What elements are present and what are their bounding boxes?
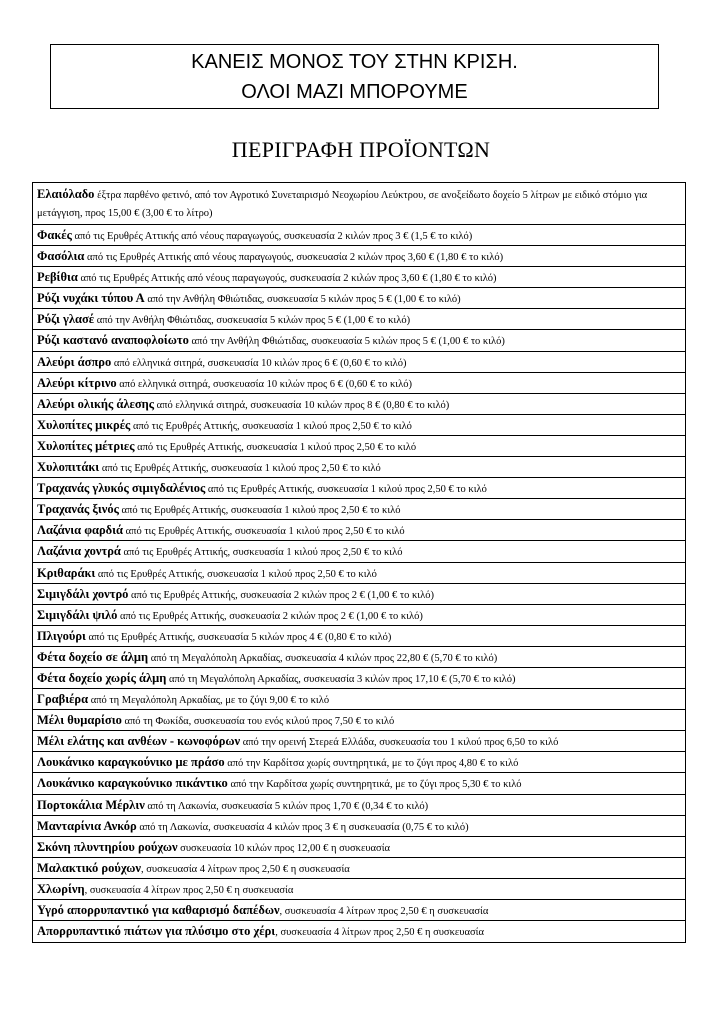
- product-name: Μανταρίνια Ανκόρ: [37, 818, 137, 833]
- product-row: [33, 183, 685, 225]
- product-description: , συσκευασία 4 λίτρων προς 2,50 € η συσκευασία: [141, 863, 350, 875]
- product-name: Ελαιόλαδο: [37, 187, 95, 201]
- product-row: [33, 731, 685, 752]
- product-row: [33, 288, 685, 309]
- product-description: από τις Ερυθρές Αττικής, συσκευασία 1 κιλού προς 2,50 € το κιλό: [120, 547, 403, 559]
- product-description: από τις Ερυθρές Αττικής, συσκευασία 1 κιλού προς 2,50 € το κιλό: [205, 484, 487, 496]
- product-name: Αλεύρι κίτρινο: [37, 375, 117, 390]
- product-row: [33, 563, 685, 584]
- product-name: Σκόνη πλυντηρίου ρούχων: [37, 839, 178, 854]
- product-name: Αλεύρι άσπρο: [37, 354, 112, 369]
- product-row: [33, 436, 685, 457]
- product-name: Χυλοπίτες μικρές: [37, 417, 131, 432]
- product-name: Τραχανάς γλυκός σιμιγδαλένιος: [37, 481, 206, 496]
- product-name: Μέλι θυμαρίσιο: [37, 713, 122, 728]
- product-description: από τις Ερυθρές Αττικής, συσκευασία 2 κιλών προς 2 € (1,00 € το κιλό): [128, 589, 434, 601]
- product-row: [33, 267, 685, 288]
- product-description: από ελληνικά σιτηρά, συσκευασία 10 κιλών προς 6 € (0,60 € το κιλό): [116, 378, 412, 390]
- product-row: [33, 457, 685, 478]
- header-line-2: ΟΛΟΙ ΜΑΖΙ ΜΠΟΡΟΥΜΕ: [241, 81, 468, 103]
- page-title: ΠΕΡΙΓΡΑΦΗ ΠΡΟΪΟΝΤΩΝ: [231, 137, 491, 162]
- product-row: [33, 584, 685, 605]
- product-description: από τις Ερυθρές Αττικής, συσκευασία 1 κιλού προς 2,50 € το κιλό: [118, 505, 401, 517]
- product-name: Ρύζι νυχάκι τύπου Α: [37, 291, 145, 306]
- product-description: από ελληνικά σιτηρά, συσκευασία 10 κιλών προς 8 € (0,80 € το κιλό): [154, 399, 450, 411]
- product-name: Τραχανάς ξινός: [37, 502, 119, 517]
- product-name: Λουκάνικο καραγκούνικο με πράσο: [37, 755, 225, 770]
- product-description: από τις Ερυθρές Αττικής, συσκευασία 1 κιλού προς 2,50 € το κιλό: [99, 463, 381, 475]
- product-name: Λουκάνικο καραγκούνικο πικάντικο: [37, 776, 228, 791]
- product-name: Φακές: [37, 228, 72, 242]
- product-description: από τις Ερυθρές Αττικής από νέους παραγωγούς, συσκευασία 2 κιλών προς 3,60 € (1,80 € το κιλό): [84, 252, 504, 264]
- product-description: από τη Μεγαλόπολη Αρκαδίας, με το ζύγι 9,00 € το κιλό: [88, 695, 330, 707]
- product-description: από την Ανθήλη Φθιώτιδας, συσκευασία 5 κιλών προς 5 € (1,00 € το κιλό): [94, 315, 411, 327]
- product-name: Λαζάνια φαρδιά: [37, 523, 124, 538]
- product-row: [33, 225, 685, 246]
- product-name: Φασόλια: [37, 249, 85, 264]
- product-description: από ελληνικά σιτηρά, συσκευασία 10 κιλών προς 6 € (0,60 € το κιλό): [111, 357, 407, 369]
- product-name: Απορρυπαντικό πιάτων για πλύσιμο στο χέρι: [37, 924, 276, 939]
- product-row: [33, 752, 685, 773]
- product-row: [33, 478, 685, 499]
- product-name: Μέλι ελάτης και ανθέων - κωνοφόρων: [37, 734, 241, 749]
- product-name: Ρύζι γλασέ: [37, 312, 95, 327]
- product-description: από τις Ερυθρές Αττικής, συσκευασία 1 κιλού προς 2,50 € το κιλό: [134, 441, 417, 453]
- product-description: από τις Ερυθρές Αττικής, συσκευασία 1 κιλού προς 2,50 € το κιλό: [123, 526, 405, 538]
- product-name: Χυλοπιτάκι: [37, 460, 100, 475]
- product-row: [33, 773, 685, 794]
- product-name: Μαλακτικό ρούχων: [37, 860, 141, 875]
- product-row: [33, 858, 685, 879]
- product-row: [33, 647, 685, 668]
- product-description: από την ορεινή Στερεά Ελλάδα, συσκευασία του 1 κιλού προς 6,50 το κιλό: [240, 737, 559, 749]
- product-row: [33, 626, 685, 647]
- product-row: [33, 394, 685, 415]
- product-name: Γραβιέρα: [37, 692, 89, 707]
- product-row: [33, 689, 685, 710]
- product-name: Χυλοπίτες μέτριες: [37, 438, 135, 453]
- product-row: [33, 373, 685, 394]
- product-description: συσκευασία 10 κιλών προς 12,00 € η συσκευασία: [177, 842, 391, 854]
- product-description: από τις Ερυθρές Αττικής, συσκευασία 2 κιλών προς 2 € (1,00 € το κιλό): [117, 610, 423, 622]
- product-description: από τη Μεγαλόπολη Αρκαδίας, συσκευασία 4 κιλών προς 22,80 € (5,70 € το κιλό): [148, 652, 498, 664]
- product-name: Σιμιγδάλι ψιλό: [37, 607, 118, 622]
- product-row: [33, 879, 685, 900]
- product-name: Αλεύρι ολικής άλεσης: [37, 396, 155, 411]
- product-table: [32, 182, 686, 943]
- product-description: από τη Μεγαλόπολη Αρκαδίας, συσκευασία 3 κιλών προς 17,10 € (5,70 € το κιλό): [166, 673, 516, 685]
- product-row: [33, 837, 685, 858]
- product-row: [33, 309, 685, 330]
- product-description: έξτρα παρθένο φετινό, από τον Αγροτικό Συνεταιρισμό Νεοχωρίου Λεύκτρου, σε ανοξείδωτο δοχείο 5 λίτρων με ειδικό στόμιο για μετάγγιση, προς 15,00 € (3,00 € το λίτρο): [37, 190, 648, 219]
- product-row: [33, 520, 685, 541]
- product-name: Σιμιγδάλι χοντρό: [37, 586, 129, 601]
- product-description: από τις Ερυθρές Αττικής, συσκευασία 5 κιλών προς 4 € (0,80 € το κιλό): [85, 631, 392, 643]
- product-row: [33, 352, 685, 373]
- product-name: Φέτα δοχείο χωρίς άλμη: [37, 670, 167, 685]
- product-name: Λαζάνια χοντρά: [37, 544, 121, 559]
- product-name: Ρεβίθια: [37, 270, 78, 285]
- product-name: Κριθαράκι: [37, 565, 96, 580]
- product-row: [33, 499, 685, 520]
- header-box: [50, 44, 659, 109]
- product-row: [33, 921, 685, 942]
- product-row: [33, 605, 685, 626]
- product-description: από τις Ερυθρές Αττικής, συσκευασία 1 κιλού προς 2,50 € το κιλό: [95, 568, 377, 580]
- product-row: [33, 795, 685, 816]
- product-description: από τις Ερυθρές Αττικής, συσκευασία 1 κιλού προς 2,50 € το κιλό: [130, 420, 412, 432]
- product-row: [33, 900, 685, 921]
- product-name: Πορτοκάλια Μέρλιν: [37, 797, 145, 812]
- product-row: [33, 710, 685, 731]
- product-description: από τη Φωκίδα, συσκευασία του ενός κιλού προς 7,50 € το κιλό: [121, 716, 395, 728]
- product-name: Υγρό απορρυπαντικό για καθαρισμό δαπέδων: [37, 903, 280, 917]
- product-name: Ρύζι καστανό αναποφλοίωτο: [37, 333, 189, 348]
- product-description: , συσκευασία 4 λίτρων προς 2,50 € η συσκευασία: [275, 927, 484, 939]
- product-row: [33, 246, 685, 267]
- product-row: [33, 541, 685, 562]
- product-description: από την Ανθήλη Φθιώτιδας, συσκευασία 5 κιλών προς 5 € (1,00 € το κιλό): [188, 336, 505, 348]
- product-name: Χλωρίνη: [37, 881, 85, 896]
- product-description: από τις Ερυθρές Αττικής από νέους παραγωγούς, συσκευασία 2 κιλών προς 3 € (1,5 € το κιλό): [71, 231, 473, 242]
- product-description: από την Καρδίτσα χωρίς συντηρητικά, με το ζύγι προς 4,80 € το κιλό: [224, 758, 519, 770]
- product-description: από την Καρδίτσα χωρίς συντηρητικά, με το ζύγι προς 5,30 € το κιλό: [227, 779, 522, 791]
- product-description: από την Ανθήλη Φθιώτιδας, συσκευασία 5 κιλών προς 5 € (1,00 € το κιλό): [144, 294, 461, 306]
- product-name: Φέτα δοχείο σε άλμη: [37, 649, 149, 664]
- product-row: [33, 330, 685, 351]
- product-description: από τη Λακωνία, συσκευασία 5 κιλών προς 1,70 € (0,34 € το κιλό): [144, 800, 429, 812]
- product-description: από τις Ερυθρές Αττικής από νέους παραγωγούς, συσκευασία 2 κιλών προς 3,60 € (1,80 € το κιλό): [77, 273, 497, 285]
- product-description: από τη Λακωνία, συσκευασία 4 κιλών προς 3 € η συσκευασία (0,75 € το κιλό): [136, 821, 469, 833]
- product-row: [33, 668, 685, 689]
- header-line-1: ΚΑΝΕΙΣ ΜΟΝΟΣ ΤΟΥ ΣΤΗΝ ΚΡΙΣΗ.: [191, 51, 518, 73]
- product-row: [33, 816, 685, 837]
- product-name: Πλιγούρι: [37, 628, 86, 643]
- product-description: , συσκευασία 4 λίτρων προς 2,50 € η συσκευασία: [279, 906, 489, 917]
- product-description: , συσκευασία 4 λίτρων προς 2,50 € η συσκευασία: [84, 884, 294, 896]
- product-row: [33, 415, 685, 436]
